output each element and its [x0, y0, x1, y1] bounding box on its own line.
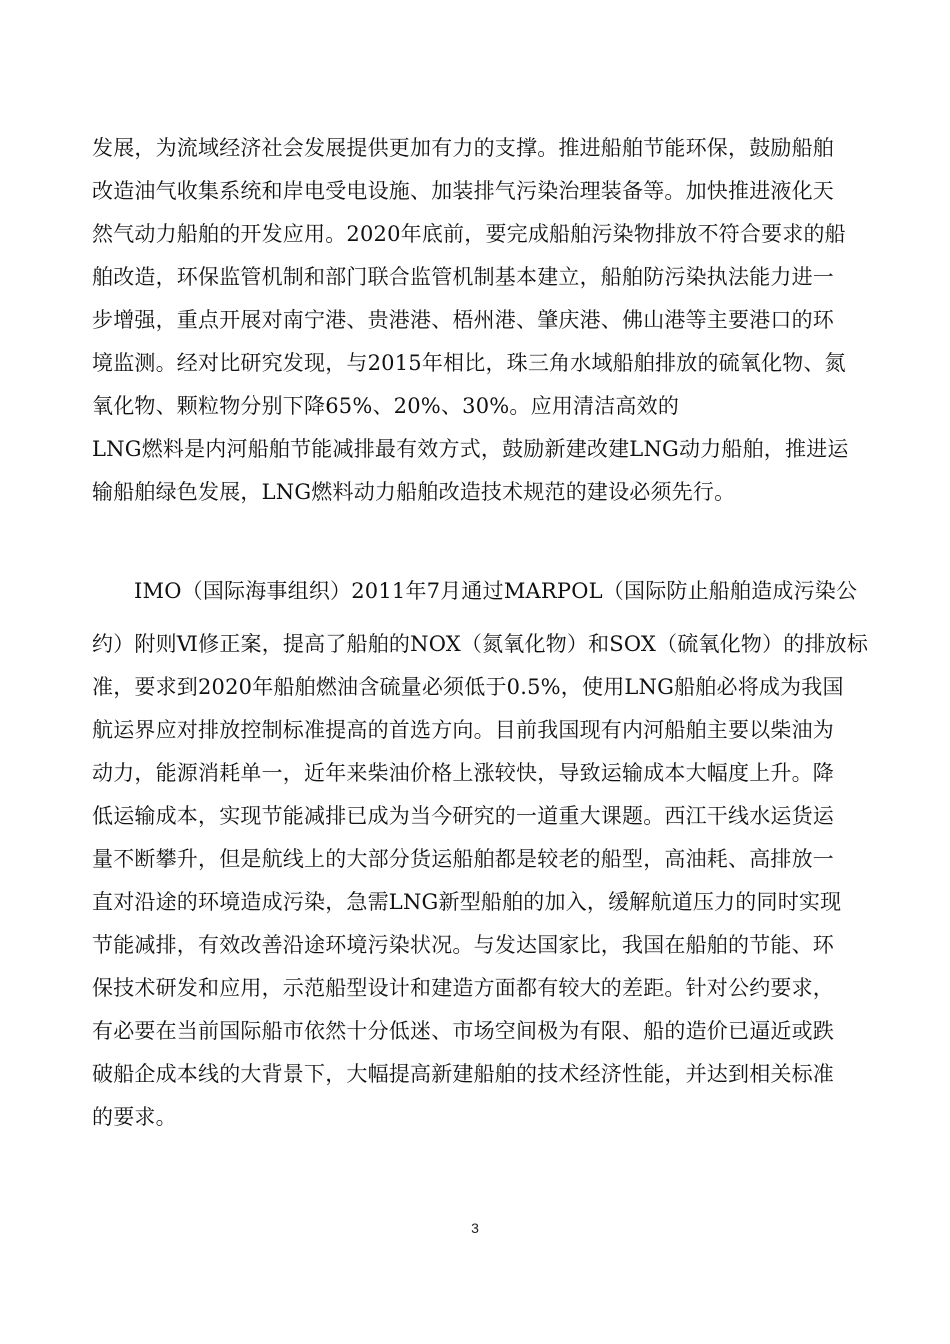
paragraph-first-line: IMO（国际海事组织）2011年7月通过MARPOL（国际防止船舶造成污染公 [134, 579, 858, 603]
text-line: 的要求。 [92, 1105, 177, 1129]
text-line: 航运界应对排放控制标准提高的首选方向。目前我国现有内河船舶主要以柴油为 [92, 718, 834, 742]
page-number: 3 [471, 1220, 479, 1236]
text-line: 直对沿途的环境造成污染，急需LNG新型船舶的加入，缓解航道压力的同时实现 [92, 890, 842, 914]
text-line: 准，要求到2020年船舶燃油含硫量必须低于0.5%，使用LNG船舶必将成为我国 [92, 675, 844, 699]
text-line: 境监测。经对比研究发现，与2015年相比，珠三角水域船舶排放的硫氧化物、氮 [92, 351, 846, 375]
text-line: 氧化物、颗粒物分别下降65%、20%、30%。应用清洁高效的 [92, 394, 680, 418]
text-line: 有必要在当前国际船市依然十分低迷、市场空间极为有限、船的造价已逼近或跌 [92, 1019, 834, 1043]
text-line: 保技术研发和应用，示范船型设计和建造方面都有较大的差距。针对公约要求， [92, 976, 834, 1000]
text-line: 约）附则Ⅵ修正案，提高了船舶的NOX（氮氧化物）和SOX（硫氧化物）的排放标 [92, 632, 869, 656]
text-line: 动力，能源消耗单一，近年来柴油价格上涨较快，导致运输成本大幅度上升。降 [92, 761, 834, 785]
text-line: LNG燃料是内河船舶节能减排最有效方式，鼓励新建改建LNG动力船舶，推进运 [92, 437, 849, 461]
text-line: 改造油气收集系统和岸电受电设施、加装排气污染治理装备等。加快推进液化天 [92, 179, 834, 203]
text-line: 节能减排，有效改善沿途环境污染状况。与发达国家比，我国在船舶的节能、环 [92, 933, 834, 957]
text-line: 舶改造，环保监管机制和部门联合监管机制基本建立，船舶防污染执法能力进一 [92, 265, 834, 289]
text-line: 然气动力船舶的开发应用。2020年底前，要完成船舶污染物排放不符合要求的船 [92, 222, 846, 246]
text-line: 低运输成本，实现节能减排已成为当今研究的一道重大课题。西江干线水运货运 [92, 804, 834, 828]
text-line: 发展，为流域经济社会发展提供更加有力的支撑。推进船舶节能环保，鼓励船舶 [92, 136, 834, 160]
text-line: 输船舶绿色发展，LNG燃料动力船舶改造技术规范的建设必须先行。 [92, 480, 736, 504]
text-line: 破船企成本线的大背景下，大幅提高新建船舶的技术经济性能，并达到相关标准 [92, 1062, 834, 1086]
text-line: 步增强，重点开展对南宁港、贵港港、梧州港、肇庆港、佛山港等主要港口的环 [92, 308, 834, 332]
text-line: 量不断攀升，但是航线上的大部分货运船舶都是较老的船型，高油耗、高排放一 [92, 847, 834, 871]
